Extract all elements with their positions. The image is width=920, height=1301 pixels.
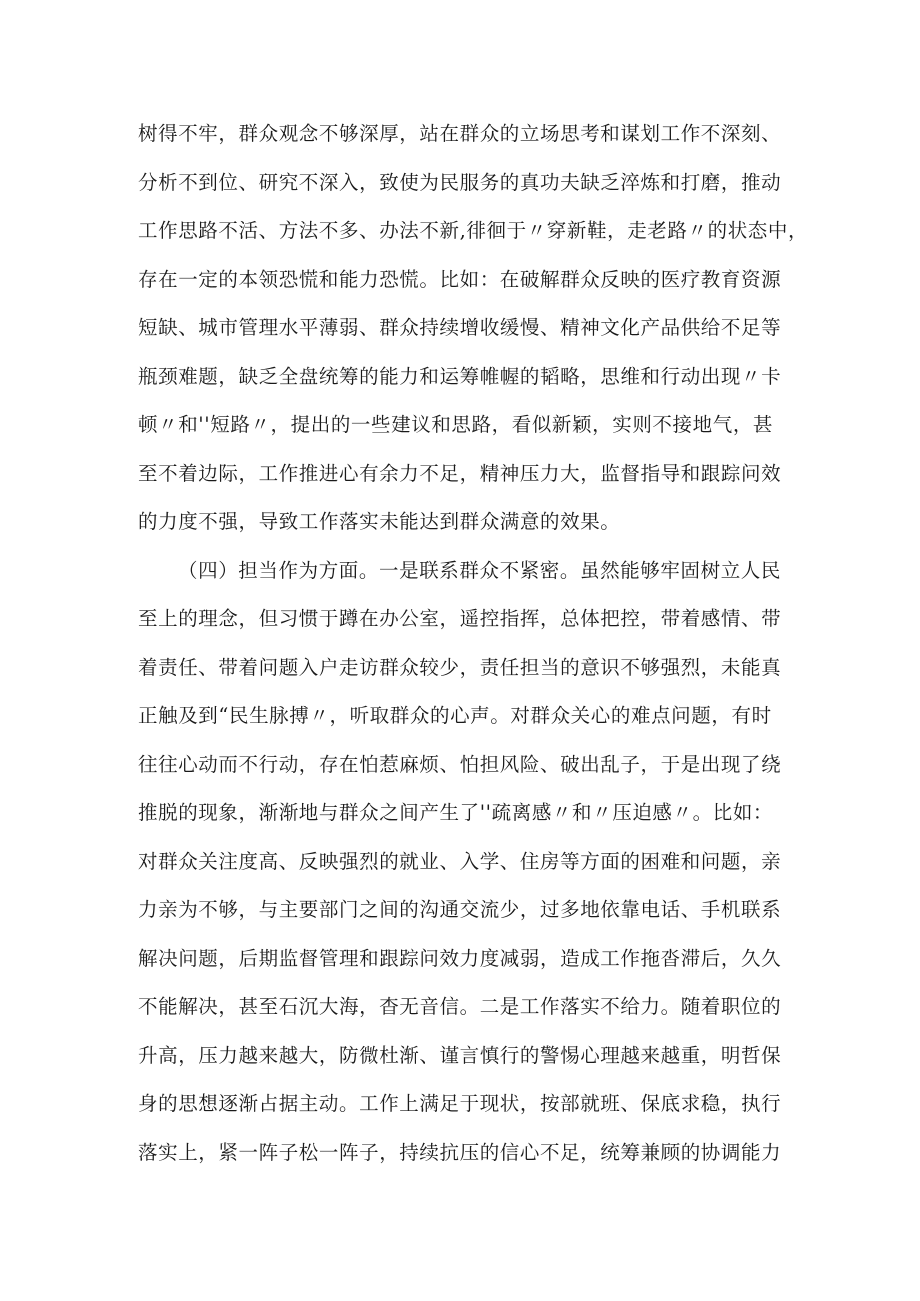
text-line: 升高，压力越来越大，防微杜渐、谨言慎行的警惕心理越来越重，明哲保 [138,1043,782,1067]
text-line: 力亲为不够，与主要部门之间的沟通交流少，过多地依靠电话、手机联系 [138,898,782,921]
text-line: 不能解决，甚至石沉大海，杳无音信。二是工作落实不给力。随着职位的 [138,995,782,1018]
text-line: 至不着边际，工作推进心有余力不足，精神压力大，监督指导和跟踪问效 [138,461,782,485]
text-line: 落实上，紧一阵子松一阵子，持续抗压的信心不足，统筹兼顾的协调能力 [138,1140,782,1164]
body-text [138,110,818,1177]
text-line: 树得不牢，群众观念不够深厚，站在群众的立场思考和谋划工作不深刻、 [138,122,782,145]
text-line: 存在一定的本领恐慌和能力恐慌。比如：在破解群众反映的医疗教育资源 [138,267,782,291]
paragraph-heading-line: （四）担当作为方面。一是联系群众不紧密。虽然能够牢固树立人民 [178,558,782,582]
text-line: 分析不到位、研究不深入，致使为民服务的真功夫缺乏淬炼和打磨，推动 [138,170,782,194]
text-line: 短缺、城市管理水平薄弱、群众持续增收缓慢、精神文化产品供给不足等 [138,316,782,339]
text-line: 往往心动而不行动，存在怕惹麻烦、怕担风险、破出乱子，于是出现了绕 [138,752,782,776]
text-line: 的力度不强，导致工作落实未能达到群众满意的效果。 [138,510,621,533]
text-line: 着责任、带着问题入户走访群众较少，责任担当的意识不够强烈，未能真 [138,655,782,679]
text-line: 解决问题，后期监督管理和跟踪问效力度减弱，造成工作拖沓滞后，久久 [138,946,782,970]
text-line: 顿〃和''短路〃，提出的一些建议和思路，看似新颖，实则不接地气，甚 [138,413,774,436]
text-line: 工作思路不活、方法不多、办法不新,徘徊于〃穿新鞋，走老路〃的状态中， [138,219,809,242]
text-line: 推脱的现象，渐渐地与群众之间产生了''疏离感〃和〃压迫感〃。比如： [138,801,774,824]
text-line: 身的思想逐渐占据主动。工作上满足于现状，按部就班、保底求稳，执行 [138,1092,782,1115]
text-line: 至上的理念，但习惯于蹲在办公室，遥控指挥，总体把控，带着感情、带 [138,607,782,630]
text-line: 正触及到“民生脉搏〃，听取群众的心声。对群众关心的难点问题，有时 [138,704,772,727]
text-line: 瓶颈难题，缺乏全盘统筹的能力和运筹帷幄的韬略，思维和行动出现〃卡 [138,364,782,388]
text-line: 对群众关注度高、反映强烈的就业、入学、住房等方面的困难和问题，亲 [138,849,782,873]
